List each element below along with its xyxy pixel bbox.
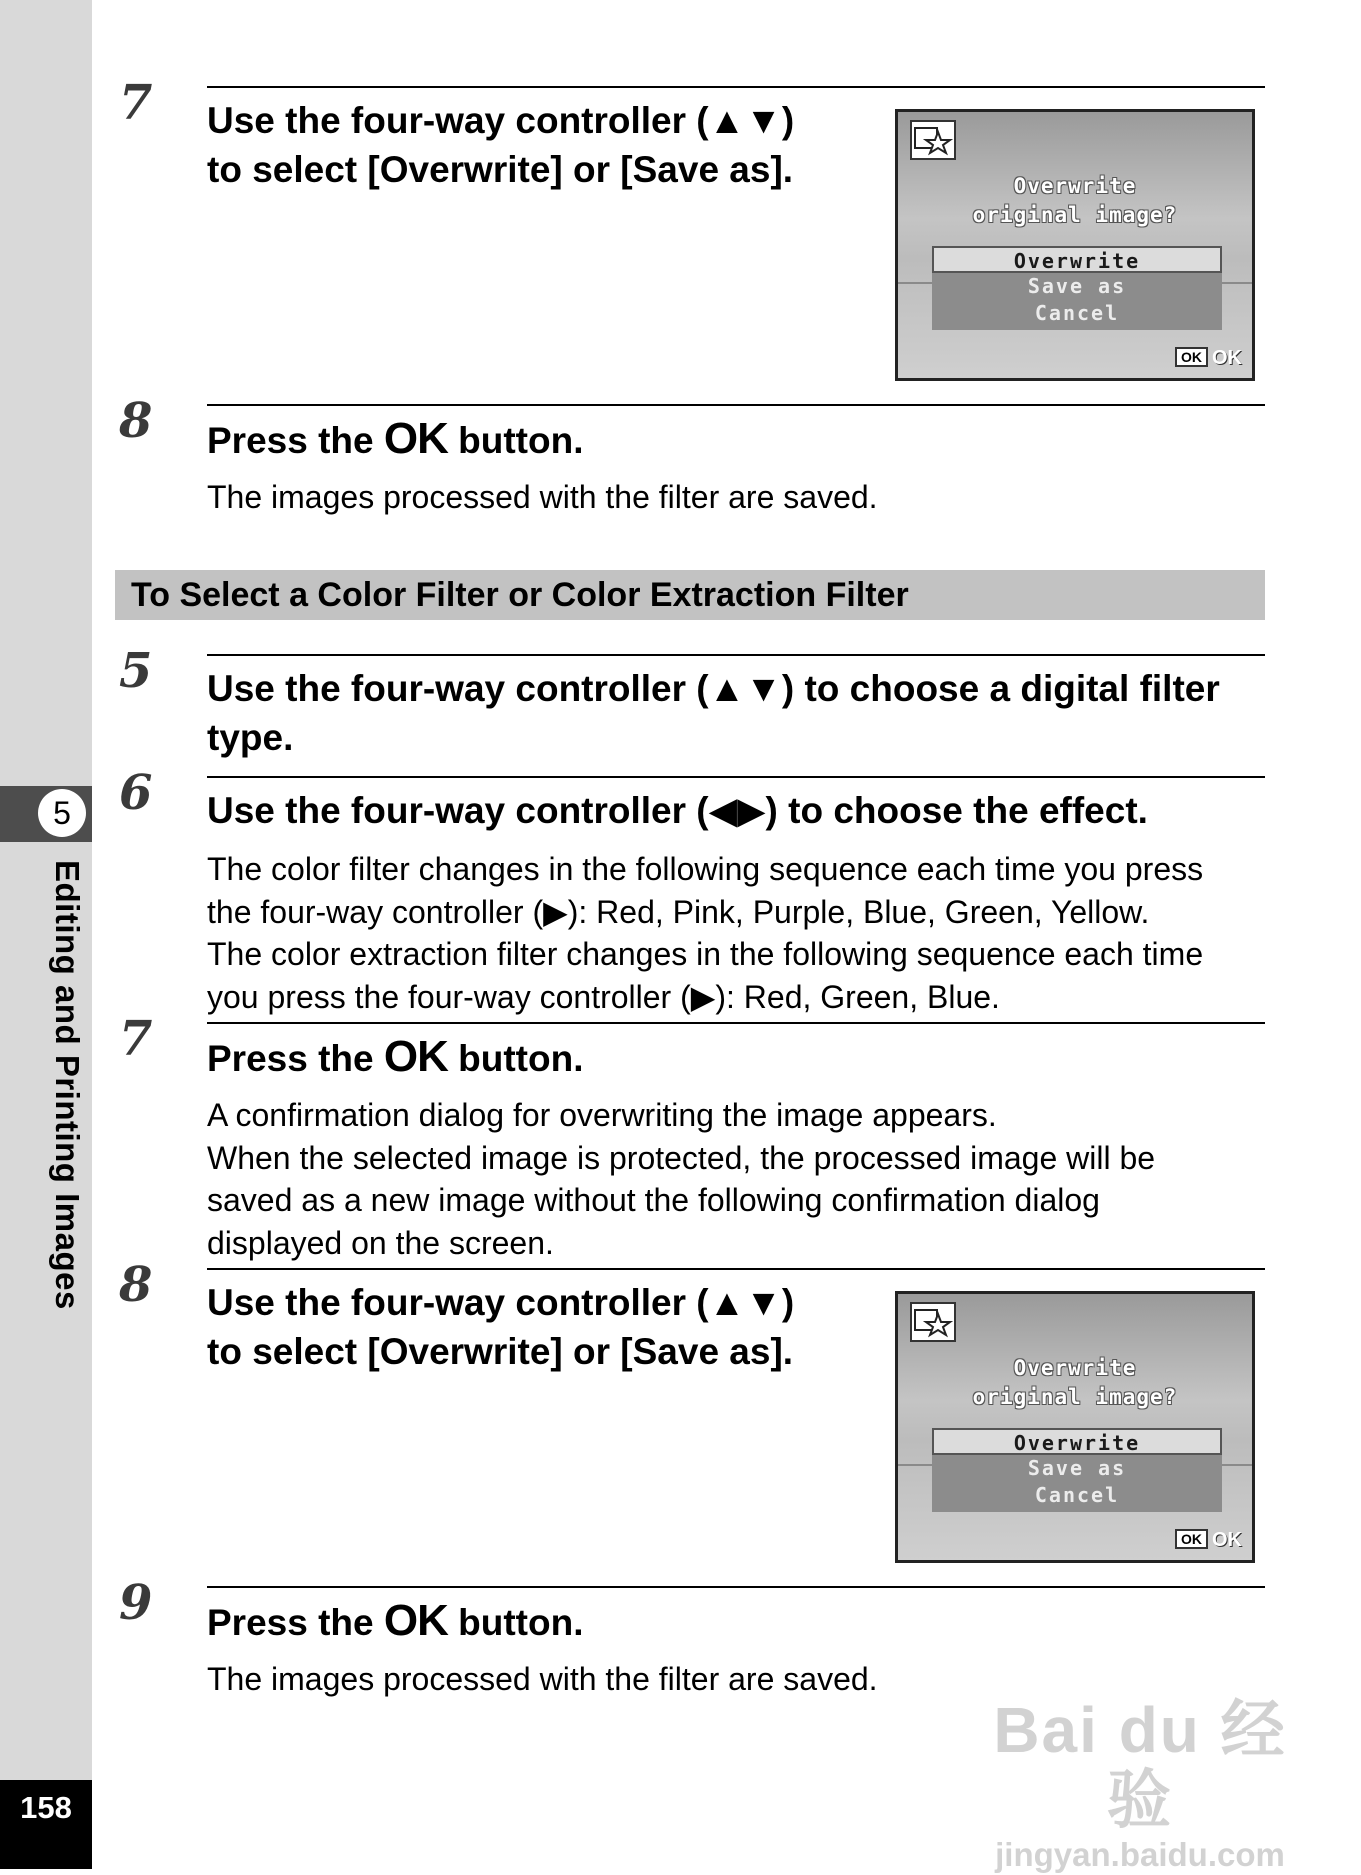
ok-label: OK [1212, 347, 1242, 369]
step-rule [207, 776, 1265, 778]
step-number: 6 [119, 765, 153, 821]
step-number: 7 [119, 1011, 153, 1067]
step-6-choose-effect [115, 765, 1265, 1015]
step-rule [207, 1022, 1265, 1024]
camera-screen [895, 109, 1255, 381]
section-heading: To Select a Color Filter or Color Extraction Filter [115, 570, 1265, 620]
step-body [207, 1094, 1265, 1264]
step-title: Use the four-way controller (▲▼) to choose a digital filter type. [207, 668, 1220, 758]
menu-option-cancel: Cancel [1034, 301, 1120, 325]
menu-option-overwrite: Overwrite [932, 1428, 1222, 1455]
screen-message-line: Overwrite [1013, 174, 1137, 198]
watermark-url: jingyan.baidu.com [995, 1836, 1285, 1873]
step-title [207, 96, 805, 194]
step-body [207, 848, 1265, 1018]
chapter-number: 5 [38, 789, 86, 837]
screen-message [898, 172, 1252, 230]
step-number: 9 [119, 1575, 153, 1631]
page-number: 158 [0, 1780, 92, 1869]
watermark-logo-text: Bai du 经验 [993, 1694, 1287, 1836]
step-number: 8 [119, 1257, 153, 1313]
step-title-suffix: button. [447, 1602, 584, 1643]
ok-button-icon: OK [1175, 347, 1208, 367]
step-rule [207, 404, 1265, 406]
menu-option-cancel: Cancel [1034, 1483, 1120, 1507]
step-rule [207, 1268, 1265, 1270]
step-body: The images processed with the filter are saved. [207, 479, 878, 515]
filter-icon [910, 120, 956, 160]
menu-option-save-as: Save as [1027, 1456, 1127, 1480]
step-title-prefix: Press the [207, 420, 384, 461]
step-title [207, 1032, 1265, 1083]
step-7-press-ok [115, 1011, 1265, 1261]
step-title-prefix: Press the [207, 1038, 384, 1079]
filter-icon [910, 1302, 956, 1342]
menu-option-overwrite: Overwrite [932, 246, 1222, 273]
step-body-line: you press the four-way controller (▶): Red, Green, Blue. [207, 978, 1000, 1015]
step-number: 5 [119, 643, 153, 699]
step-rule [207, 1586, 1265, 1588]
step-title-line: Use the four-way controller (▲▼) [207, 100, 795, 141]
step-8-press-ok [115, 393, 1265, 534]
chapter-title: Editing and Printing Images [49, 860, 86, 1310]
step-number: 8 [119, 393, 153, 449]
ok-glyph: OK [383, 414, 448, 463]
ok-glyph: OK [383, 1032, 448, 1081]
step-body-line: The color filter changes in the following sequence each time you press [207, 851, 1204, 887]
screen-menu [932, 1428, 1222, 1512]
step-body-line: the four-way controller (▶): Red, Pink, Purple, Blue, Green, Yellow. [207, 893, 1150, 930]
step-title-line: Use the four-way controller (▲▼) [207, 1282, 795, 1323]
ok-button-icon: OK [1175, 1529, 1208, 1549]
ok-label: OK [1212, 1529, 1242, 1551]
step-body-line: saved as a new image without the following confirmation dialog [207, 1182, 1100, 1218]
ok-hint [1175, 347, 1242, 370]
screen-message-line: Overwrite [1013, 1356, 1137, 1380]
step-title [207, 1278, 805, 1376]
baidu-watermark [980, 1695, 1300, 1875]
step-body-line: When the selected image is protected, the processed image will be [207, 1139, 1156, 1176]
menu-option-save-as: Save as [1027, 274, 1127, 298]
screen-message [898, 1354, 1252, 1412]
step-title-suffix: button. [447, 420, 584, 461]
step-body-line: A confirmation dialog for overwriting the image appears. [207, 1097, 997, 1133]
screen-message-line: original image? [972, 1385, 1178, 1409]
step-title [207, 414, 1265, 465]
step-title: Use the four-way controller (◀▶) to choose the effect. [207, 790, 1148, 831]
step-body-line: The color extraction filter changes in the following sequence each time [207, 936, 1204, 972]
camera-screen [895, 1291, 1255, 1563]
step-title-prefix: Press the [207, 1602, 384, 1643]
screen-menu [932, 246, 1222, 330]
step-rule [207, 654, 1265, 656]
ok-glyph: OK [383, 1596, 448, 1645]
step-number: 7 [119, 75, 153, 131]
screen-message-line: original image? [972, 203, 1178, 227]
step-title-line: to select [Overwrite] or [Save as]. [207, 149, 794, 190]
step-title-suffix: button. [447, 1038, 584, 1079]
step-body: The images processed with the filter are saved. [207, 1661, 878, 1697]
step-rule [207, 86, 1265, 88]
step-title [207, 1596, 1265, 1647]
step-body-line: displayed on the screen. [207, 1224, 554, 1261]
step-5-choose-filter-type [115, 643, 1265, 764]
step-title-line: to select [Overwrite] or [Save as]. [207, 1331, 794, 1372]
ok-hint [1175, 1529, 1242, 1552]
